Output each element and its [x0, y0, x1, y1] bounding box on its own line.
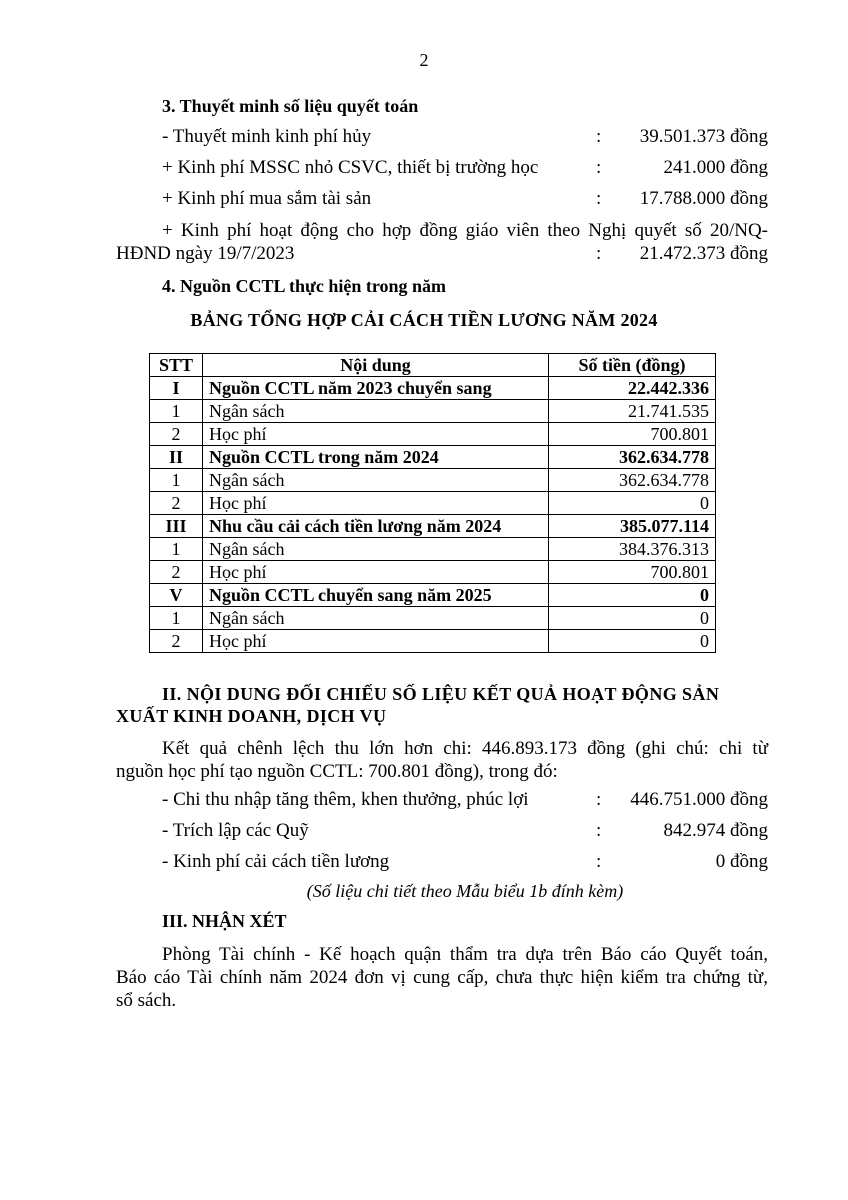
item-colon: :: [596, 789, 602, 810]
table-row: [150, 377, 716, 400]
row-stt: 2: [150, 630, 203, 653]
table-row: [150, 515, 716, 538]
section-III-para-line2: Báo cáo Tài chính năm 2024 đơn vị cung cấp, chưa thực hiện kiểm tra chứng từ,: [116, 967, 768, 988]
row-content: Học phí: [203, 630, 549, 653]
page-number: 2: [419, 50, 429, 70]
item-label: - Kinh phí cải cách tiền lương: [162, 851, 390, 872]
row-amount: 22.442.336: [549, 377, 716, 400]
row-content: Ngân sách: [203, 607, 549, 630]
table-row: [150, 538, 716, 561]
table-row: [150, 561, 716, 584]
row-content: Học phí: [203, 492, 549, 515]
row-amount: 21.741.535: [549, 400, 716, 423]
item-label: HĐND ngày 19/7/2023: [116, 243, 295, 264]
item-label: - Trích lập các Quỹ: [162, 820, 309, 841]
item-colon: :: [596, 820, 602, 841]
row-stt: III: [150, 515, 203, 538]
secII-item-1: [162, 789, 768, 815]
row-stt: I: [150, 377, 203, 400]
row-amount: 0: [549, 584, 716, 607]
row-content: Ngân sách: [203, 538, 549, 561]
item-label: - Chi thu nhập tăng thêm, khen thưởng, phúc lợi: [162, 789, 529, 810]
secII-item-2: [162, 820, 768, 846]
item-amount: 241.000 đồng: [663, 157, 768, 178]
table-row: [150, 469, 716, 492]
row-stt: 1: [150, 400, 203, 423]
salary-reform-table: [149, 353, 716, 653]
section-III-para-line1: Phòng Tài chính - Kế hoạch quận thẩm tra dựa trên Báo cáo Quyết toán,: [162, 944, 768, 965]
item-label: + Kinh phí mua sắm tài sản: [162, 188, 372, 209]
row-content: Học phí: [203, 423, 549, 446]
item-colon: :: [596, 126, 602, 147]
item-amount: 0 đồng: [715, 851, 768, 872]
sec3-item-4-line2: [116, 243, 768, 269]
row-amount: 700.801: [549, 561, 716, 584]
row-content: Nhu cầu cải cách tiền lương năm 2024: [203, 515, 549, 538]
sec3-item-3: [162, 188, 768, 214]
row-amount: 700.801: [549, 423, 716, 446]
sec3-item-2: [162, 157, 768, 183]
table-row: [150, 630, 716, 653]
row-stt: 1: [150, 607, 203, 630]
header-content: Nội dung: [203, 354, 549, 377]
table-header-row: [150, 354, 716, 377]
item-amount: 21.472.373 đồng: [639, 243, 768, 264]
row-content: Nguồn CCTL năm 2023 chuyển sang: [203, 377, 549, 400]
table-row: [150, 423, 716, 446]
row-stt: 2: [150, 423, 203, 446]
row-stt: 2: [150, 492, 203, 515]
header-amount: Số tiền (đồng): [549, 354, 716, 377]
item-colon: :: [596, 851, 602, 872]
row-amount: 385.077.114: [549, 515, 716, 538]
header-stt: STT: [150, 354, 203, 377]
item-colon: :: [596, 188, 602, 209]
section-3-heading: 3. Thuyết minh số liệu quyết toán: [162, 96, 419, 116]
secII-item-3: [162, 851, 768, 877]
table-row: [150, 584, 716, 607]
sec3-item-1: [162, 126, 768, 152]
table-row: [150, 492, 716, 515]
item-amount: 446.751.000 đồng: [630, 789, 768, 810]
row-amount: 384.376.313: [549, 538, 716, 561]
item-amount: 842.974 đồng: [663, 820, 768, 841]
table-row: [150, 400, 716, 423]
row-stt: 2: [150, 561, 203, 584]
row-stt: II: [150, 446, 203, 469]
detail-note: (Số liệu chi tiết theo Mẫu biểu 1b đính kèm): [306, 881, 624, 901]
row-content: Nguồn CCTL trong năm 2024: [203, 446, 549, 469]
item-amount: 39.501.373 đồng: [639, 126, 768, 147]
row-amount: 0: [549, 630, 716, 653]
row-content: Ngân sách: [203, 400, 549, 423]
item-colon: :: [596, 157, 602, 178]
table-row: [150, 607, 716, 630]
row-stt: 1: [150, 538, 203, 561]
row-amount: 362.634.778: [549, 446, 716, 469]
row-amount: 0: [549, 492, 716, 515]
row-content: Ngân sách: [203, 469, 549, 492]
section-II-heading-line2: XUẤT KINH DOANH, DỊCH VỤ: [116, 706, 387, 726]
row-stt: V: [150, 584, 203, 607]
row-content: Nguồn CCTL chuyển sang năm 2025: [203, 584, 549, 607]
section-4-heading: 4. Nguồn CCTL thực hiện trong năm: [162, 276, 447, 296]
table-title: BẢNG TỔNG HỢP CẢI CÁCH TIỀN LƯƠNG NĂM 2024: [190, 310, 658, 330]
section-III-para-line3: sổ sách.: [116, 990, 177, 1011]
section-II-intro-line2: nguồn học phí tạo nguồn CCTL: 700.801 đồng), trong đó:: [116, 761, 558, 782]
item-amount: 17.788.000 đồng: [639, 188, 768, 209]
section-II-heading-line1: II. NỘI DUNG ĐỐI CHIẾU SỐ LIỆU KẾT QUẢ HOẠT ĐỘNG SẢN: [162, 684, 720, 704]
row-content: Học phí: [203, 561, 549, 584]
row-stt: 1: [150, 469, 203, 492]
item-label: + Kinh phí MSSC nhỏ CSVC, thiết bị trường học: [162, 157, 539, 178]
sec3-item-4-line1: + Kinh phí hoạt động cho hợp đồng giáo viên theo Nghị quyết số 20/NQ-: [162, 220, 768, 241]
row-amount: 0: [549, 607, 716, 630]
section-III-heading: III. NHẬN XÉT: [162, 911, 287, 931]
item-label: - Thuyết minh kinh phí hủy: [162, 126, 372, 147]
row-amount: 362.634.778: [549, 469, 716, 492]
table-row: [150, 446, 716, 469]
item-colon: :: [596, 243, 602, 264]
section-II-intro-line1: Kết quả chênh lệch thu lớn hơn chi: 446.893.173 đồng (ghi chú: chi từ: [162, 738, 768, 759]
